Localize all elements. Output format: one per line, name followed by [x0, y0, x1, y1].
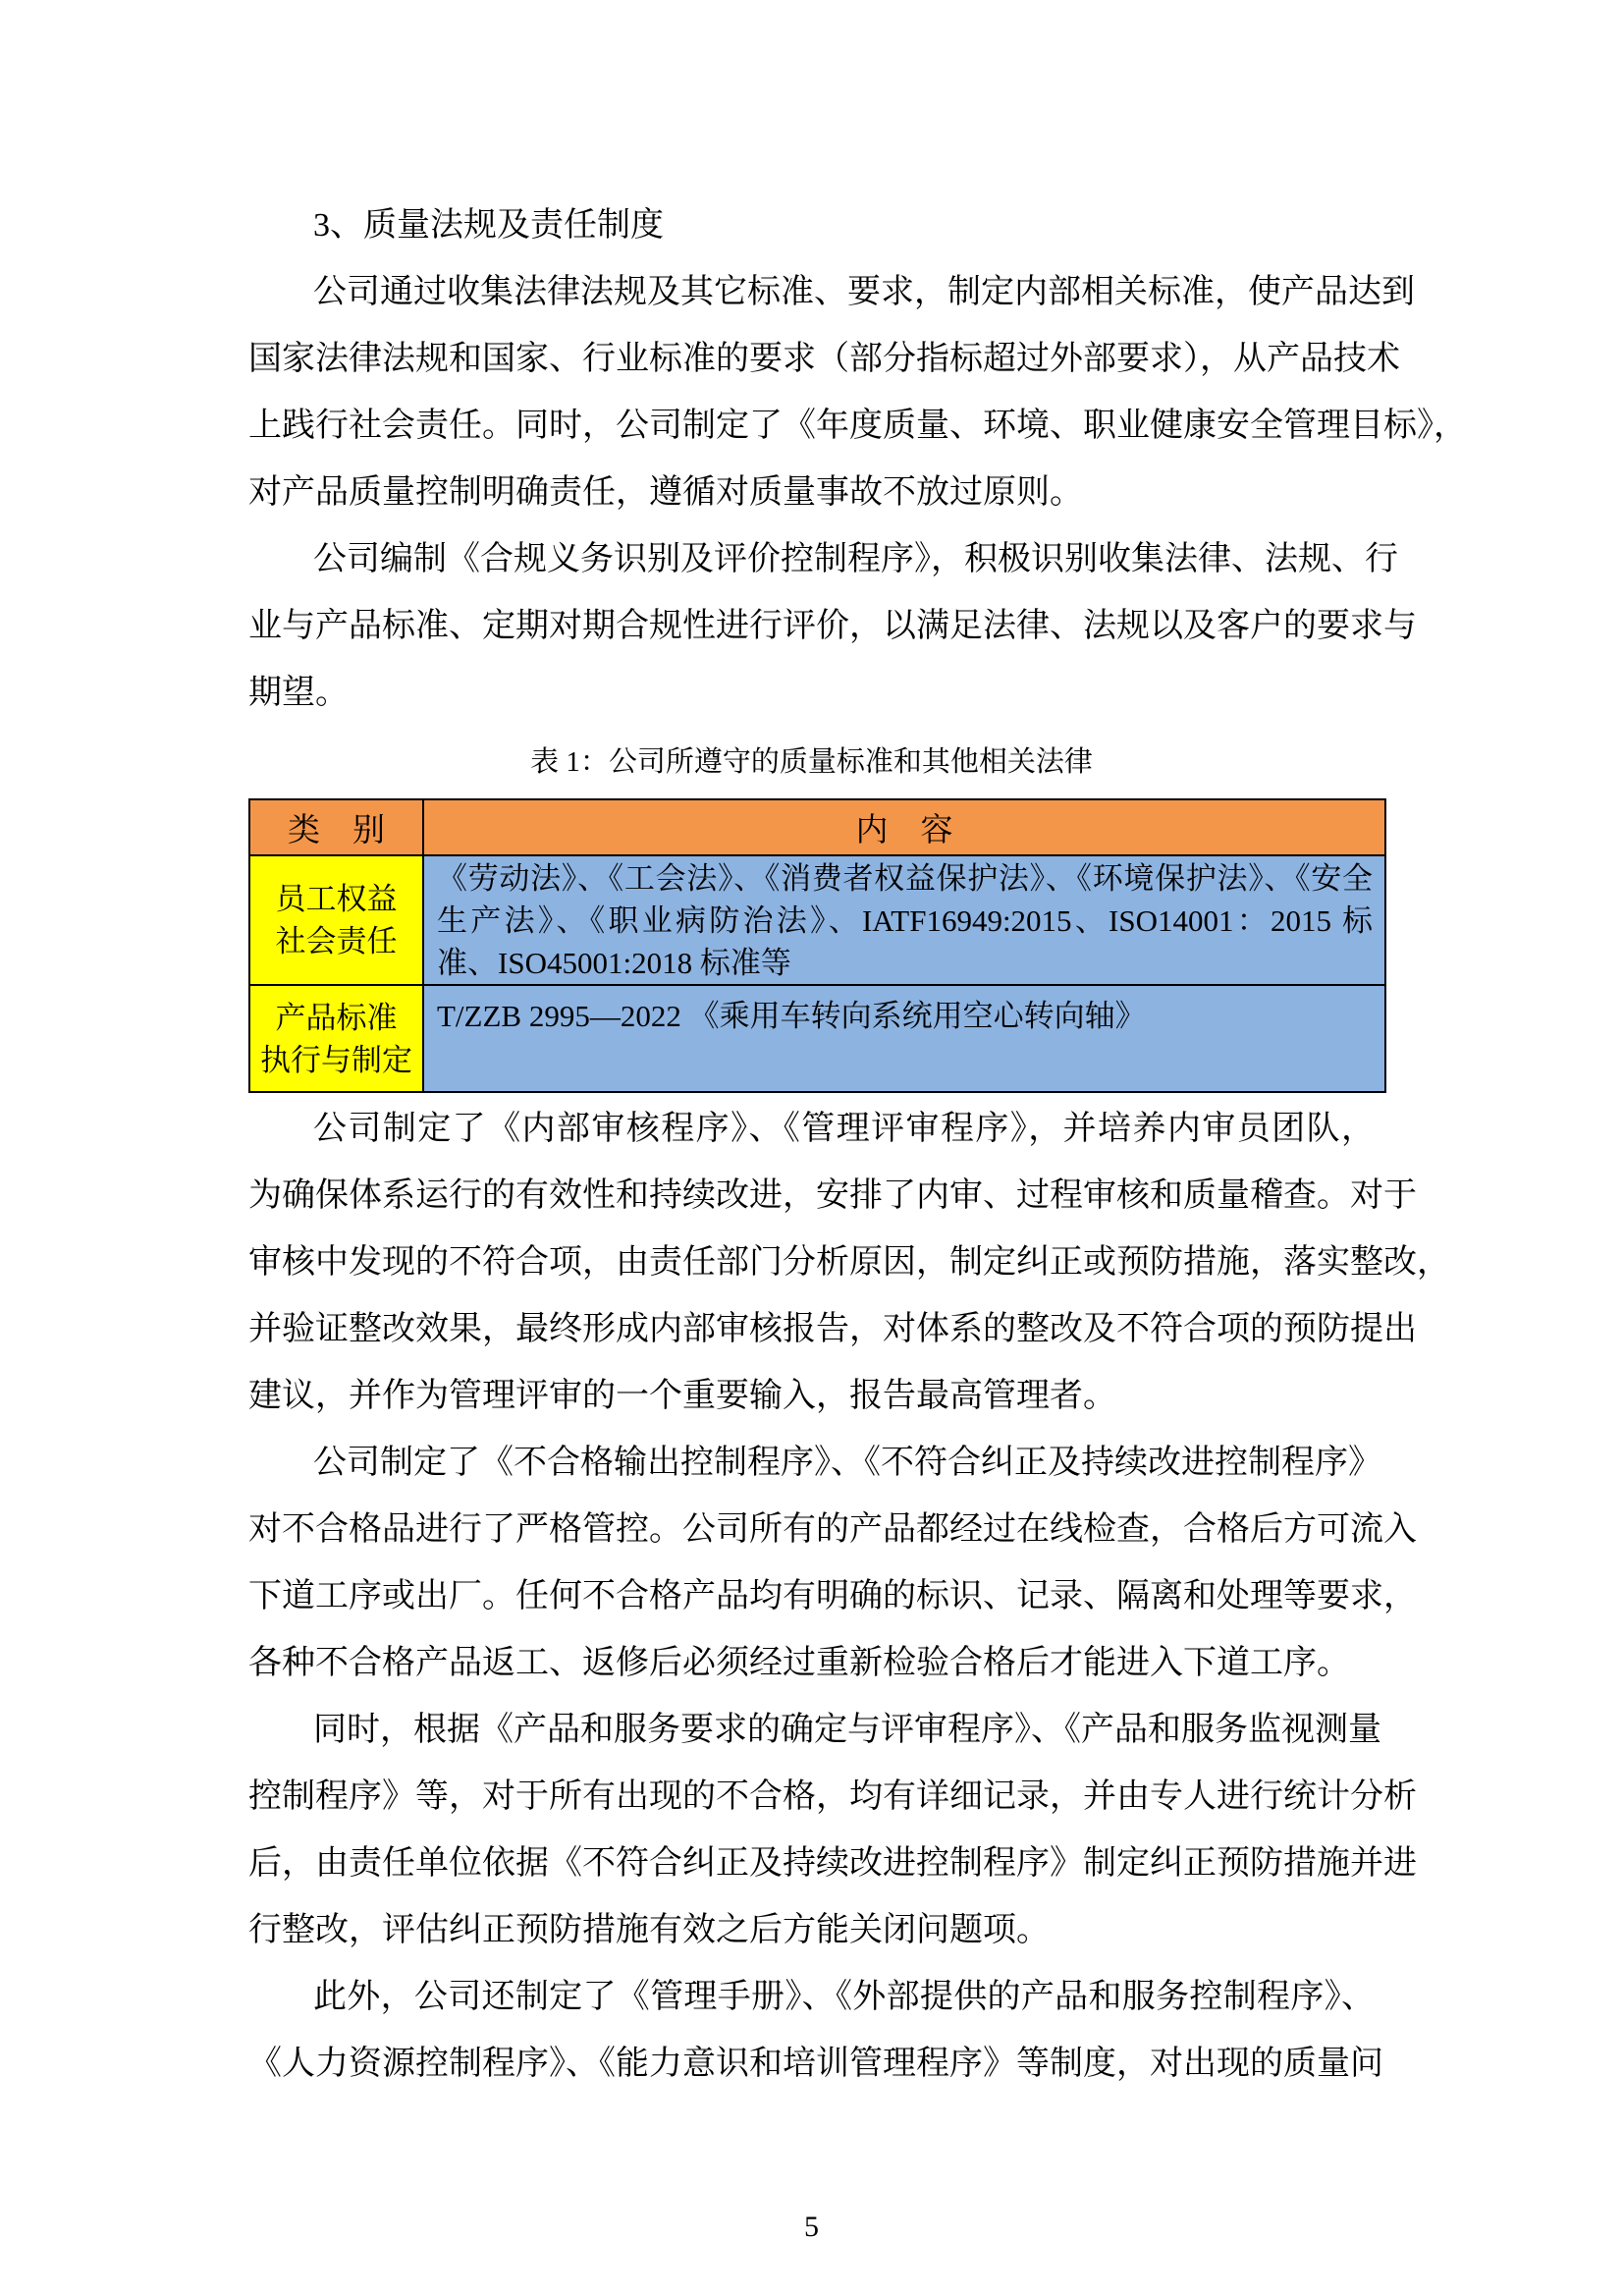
text-line: 并验证整改效果，最终形成内部审核报告，对体系的整改及不符合项的预防提出 — [248, 1311, 1417, 1347]
text-line: 为确保体系运行的有效性和持续改进，安排了内审、过程审核和质量稽查。对于 — [248, 1177, 1417, 1214]
text-line: 《人力资源控制程序》、《能力意识和培训管理程序》等制度，对出现的质量问 — [248, 2046, 1383, 2082]
text-line: 公司通过收集法律法规及其它标准、要求，制定内部相关标准，使产品达到 — [313, 274, 1415, 310]
category-line: 员工权益 — [275, 882, 398, 916]
page-number: 5 — [804, 2211, 819, 2243]
text-line: 控制程序》等，对于所有出现的不合格，均有详细记录，并由专人进行统计分析 — [248, 1778, 1417, 1815]
text-line: 此外，公司还制定了《管理手册》、《外部提供的产品和服务控制程序》、 — [313, 1979, 1375, 2015]
category-cell — [249, 855, 423, 985]
text-line: 业与产品标准、定期对期合规性进行评价，以满足法律、法规以及客户的要求与 — [248, 608, 1417, 644]
text-line: 同时，根据《产品和服务要求的确定与评审程序》、《产品和服务监视测量 — [313, 1712, 1381, 1748]
text-line: 下道工序或出厂。任何不合格产品均有明确的标识、记录、隔离和处理等要求， — [248, 1578, 1417, 1614]
table-header-category: 类 别 — [249, 799, 423, 855]
text-line: 行整改，评估纠正预防措施有效之后方能关闭问题项。 — [248, 1912, 1050, 1948]
content-cell: T/ZZB 2995—2022 《乘用车转向系统用空心转向轴》 — [423, 985, 1385, 1092]
text-line: 期望。 — [248, 675, 349, 711]
category-line: 社会责任 — [275, 924, 398, 958]
text-line: 对产品质量控制明确责任，遵循对质量事故不放过原则。 — [248, 474, 1083, 511]
pre-table-paragraphs — [248, 192, 1467, 727]
text-line: 公司编制《合规义务识别及评价控制程序》，积极识别收集法律、法规、行 — [313, 541, 1398, 577]
category-line: 产品标准 — [275, 1000, 398, 1035]
text-line: 后，由责任单位依据《不符合纠正及持续改进控制程序》制定纠正预防措施并进 — [248, 1845, 1417, 1882]
table-caption: 表 1：公司所遵守的质量标准和其他相关法律 — [530, 746, 1093, 778]
text-line: 对不合格品进行了严格管控。公司所有的产品都经过在线检查，合格后方可流入 — [248, 1511, 1417, 1548]
text-line: 公司制定了《内部审核程序》、《管理评审程序》，并培养内审员团队， — [313, 1111, 1375, 1147]
section-heading: 3、质量法规及责任制度 — [313, 207, 664, 244]
table-header-row — [249, 799, 1385, 855]
text-line: 建议，并作为管理评审的一个重要输入，报告最高管理者。 — [248, 1378, 1116, 1414]
table-header-content: 内 容 — [423, 799, 1385, 855]
category-line: 执行与制定 — [260, 1042, 412, 1077]
table-row — [249, 985, 1385, 1092]
text-line: 公司制定了《不合格输出控制程序》、《不符合纠正及持续改进控制程序》 — [313, 1445, 1381, 1481]
text-line: 各种不合格产品返工、返修后必须经过重新检验合格后才能进入下道工序。 — [248, 1645, 1350, 1681]
post-table-paragraphs — [248, 1096, 1450, 2098]
text-line: 上践行社会责任。同时，公司制定了《年度质量、环境、职业健康安全管理目标》， — [248, 408, 1467, 444]
text-line: 审核中发现的不符合项，由责任部门分析原因，制定纠正或预防措施，落实整改， — [248, 1244, 1450, 1281]
standards-table — [248, 798, 1386, 1093]
content-cell: 《劳动法》、《工会法》、《消费者权益保护法》、《环境保护法》、《安全生产法》、《职业病防治法》、IATF16949:2015、ISO14001：2015 标准、ISO45001:2018 标准等 — [423, 855, 1385, 985]
text-line: 国家法律法规和国家、行业标准的要求（部分指标超过外部要求），从产品技术 — [248, 341, 1400, 377]
category-cell — [249, 985, 423, 1092]
table-row — [249, 855, 1385, 985]
